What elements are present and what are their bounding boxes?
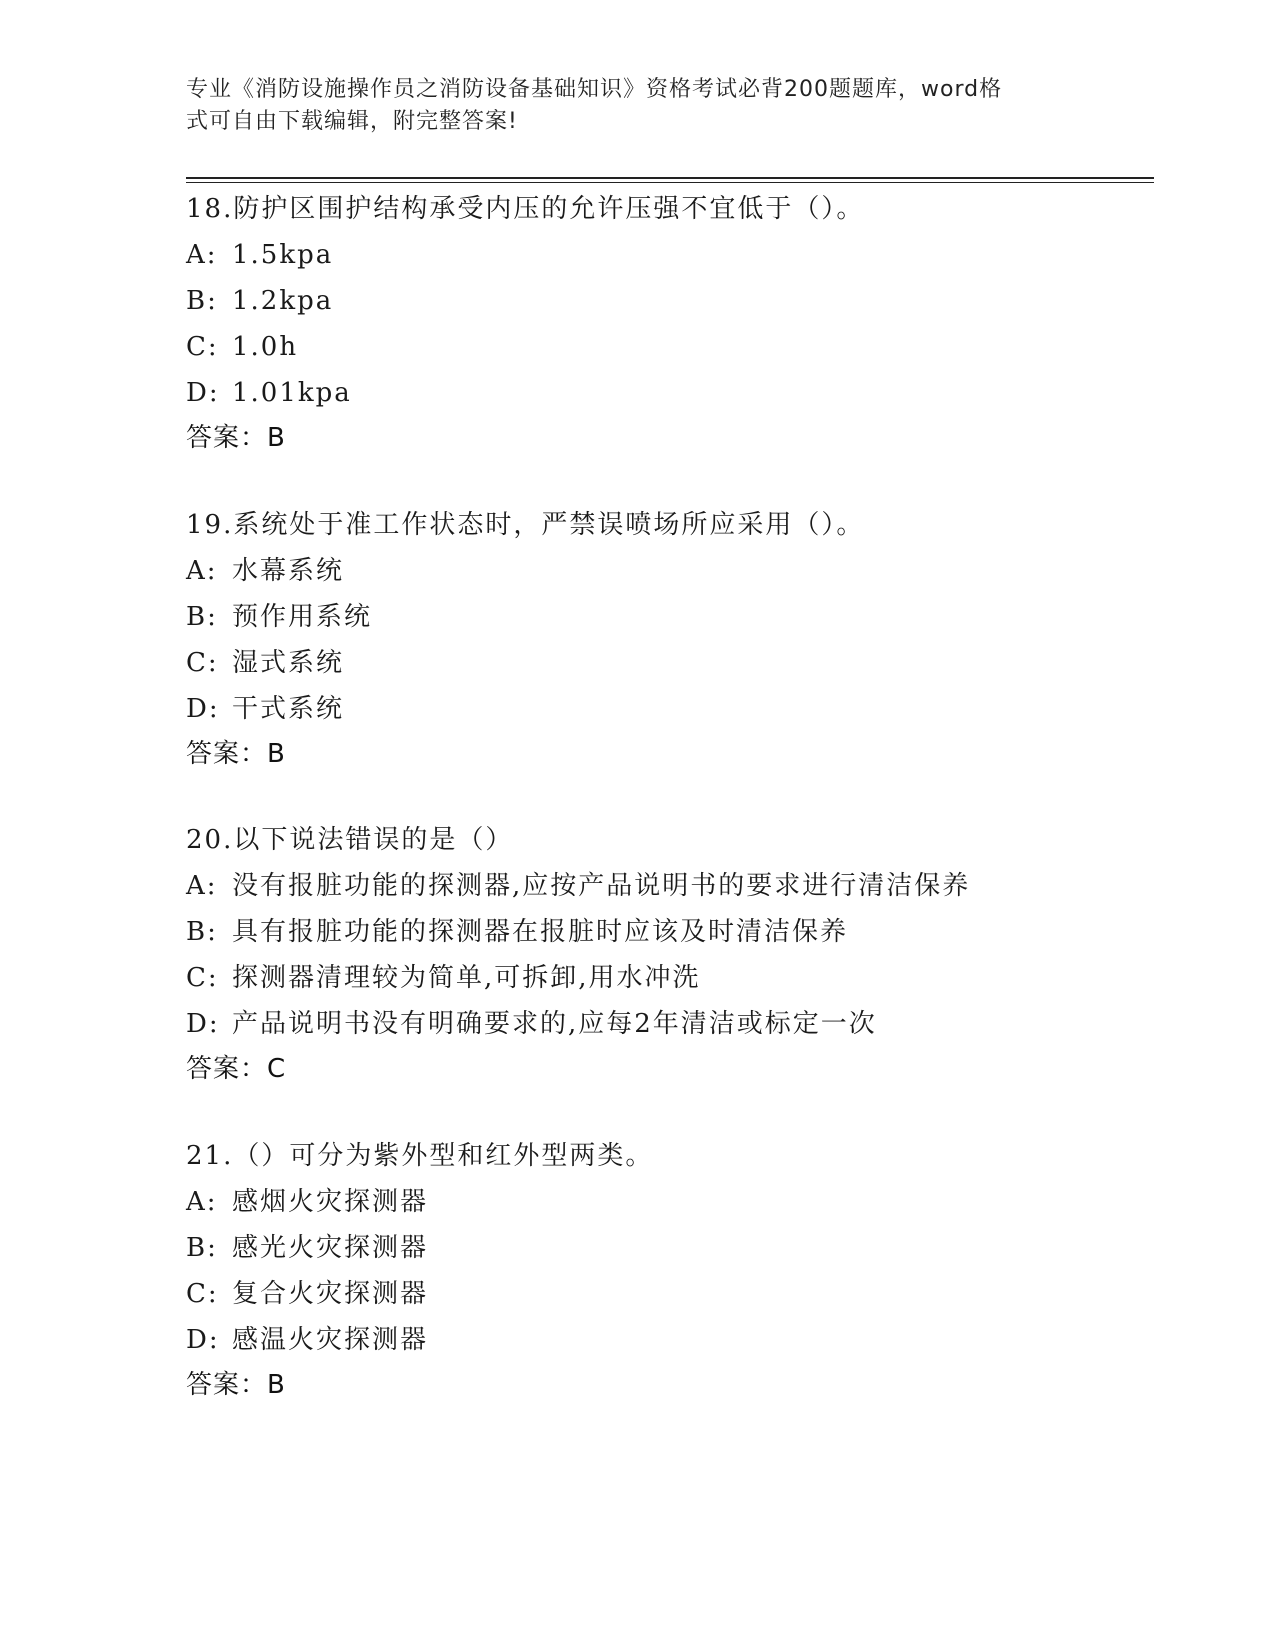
option-text: 复合火灾探测器: [232, 1279, 429, 1309]
header-line-2: 式可自由下载编辑，附完整答案!: [186, 109, 518, 134]
option-key: B:: [186, 286, 218, 316]
answer-label: 答案：C: [186, 1054, 287, 1084]
question-stem: 18.防护区围护结构承受内压的允许压强不宜低于（）。: [186, 194, 865, 224]
question-stem: 19.系统处于准工作状态时，严禁误喷场所应采用（）。: [186, 510, 865, 540]
option-text: 具有报脏功能的探测器在报脏时应该及时清洁保养: [232, 917, 849, 947]
document-header: [186, 74, 1066, 138]
option-text: 感烟火灾探测器: [232, 1187, 429, 1217]
option-b: [186, 1225, 1146, 1271]
option-key: C:: [186, 963, 219, 993]
option-b: [186, 278, 1146, 324]
option-key: D:: [186, 1325, 220, 1355]
option-a: [186, 863, 1146, 909]
option-d: [186, 1317, 1146, 1363]
option-key: B:: [186, 602, 218, 632]
option-text: 1.5kpa: [232, 240, 334, 270]
option-key: A:: [186, 556, 218, 586]
option-text: 产品说明书没有明确要求的,应每2年清洁或标定一次: [232, 1009, 877, 1039]
option-key: A:: [186, 240, 218, 270]
option-key: A:: [186, 1187, 218, 1217]
header-divider-thin: [186, 182, 1154, 183]
option-d: [186, 686, 1146, 732]
answer-label: 答案：B: [186, 423, 286, 453]
option-key: C:: [186, 1279, 219, 1309]
answer-label: 答案：B: [186, 1370, 286, 1400]
option-key: B:: [186, 917, 218, 947]
header-line-1: 专业《消防设施操作员之消防设备基础知识》资格考试必背200题题库，word格: [186, 77, 1003, 102]
option-key: D:: [186, 378, 220, 408]
option-d: [186, 1001, 1146, 1047]
option-text: 干式系统: [232, 694, 345, 724]
option-text: 1.2kpa: [232, 286, 334, 316]
option-text: 探测器清理较为简单,可拆卸,用水冲洗: [232, 963, 701, 993]
option-key: B:: [186, 1233, 218, 1263]
answer-label: 答案：B: [186, 739, 286, 769]
option-a: [186, 232, 1146, 278]
option-b: [186, 594, 1146, 640]
option-c: [186, 955, 1146, 1001]
option-text: 1.01kpa: [232, 378, 352, 408]
option-text: 感光火灾探测器: [232, 1233, 429, 1263]
question-19: [186, 502, 1146, 776]
option-text: 没有报脏功能的探测器,应按产品说明书的要求进行清洁保养: [232, 871, 971, 901]
question-stem: 20.以下说法错误的是（）: [186, 825, 514, 855]
question-20: [186, 817, 1146, 1091]
option-c: [186, 324, 1146, 370]
option-text: 感温火灾探测器: [232, 1325, 429, 1355]
option-text: 湿式系统: [232, 648, 345, 678]
question-21: [186, 1133, 1146, 1407]
question-18: [186, 186, 1146, 460]
option-b: [186, 909, 1146, 955]
option-key: C:: [186, 648, 219, 678]
option-text: 预作用系统: [232, 602, 373, 632]
option-a: [186, 548, 1146, 594]
option-c: [186, 1271, 1146, 1317]
option-text: 1.0h: [232, 332, 299, 362]
option-key: C:: [186, 332, 219, 362]
option-a: [186, 1179, 1146, 1225]
option-d: [186, 370, 1146, 416]
option-key: D:: [186, 1009, 220, 1039]
option-c: [186, 640, 1146, 686]
option-key: A:: [186, 871, 218, 901]
option-text: 水幕系统: [232, 556, 345, 586]
question-stem: 21.（）可分为紫外型和红外型两类。: [186, 1141, 654, 1171]
header-divider-thick: [186, 177, 1154, 179]
option-key: D:: [186, 694, 220, 724]
